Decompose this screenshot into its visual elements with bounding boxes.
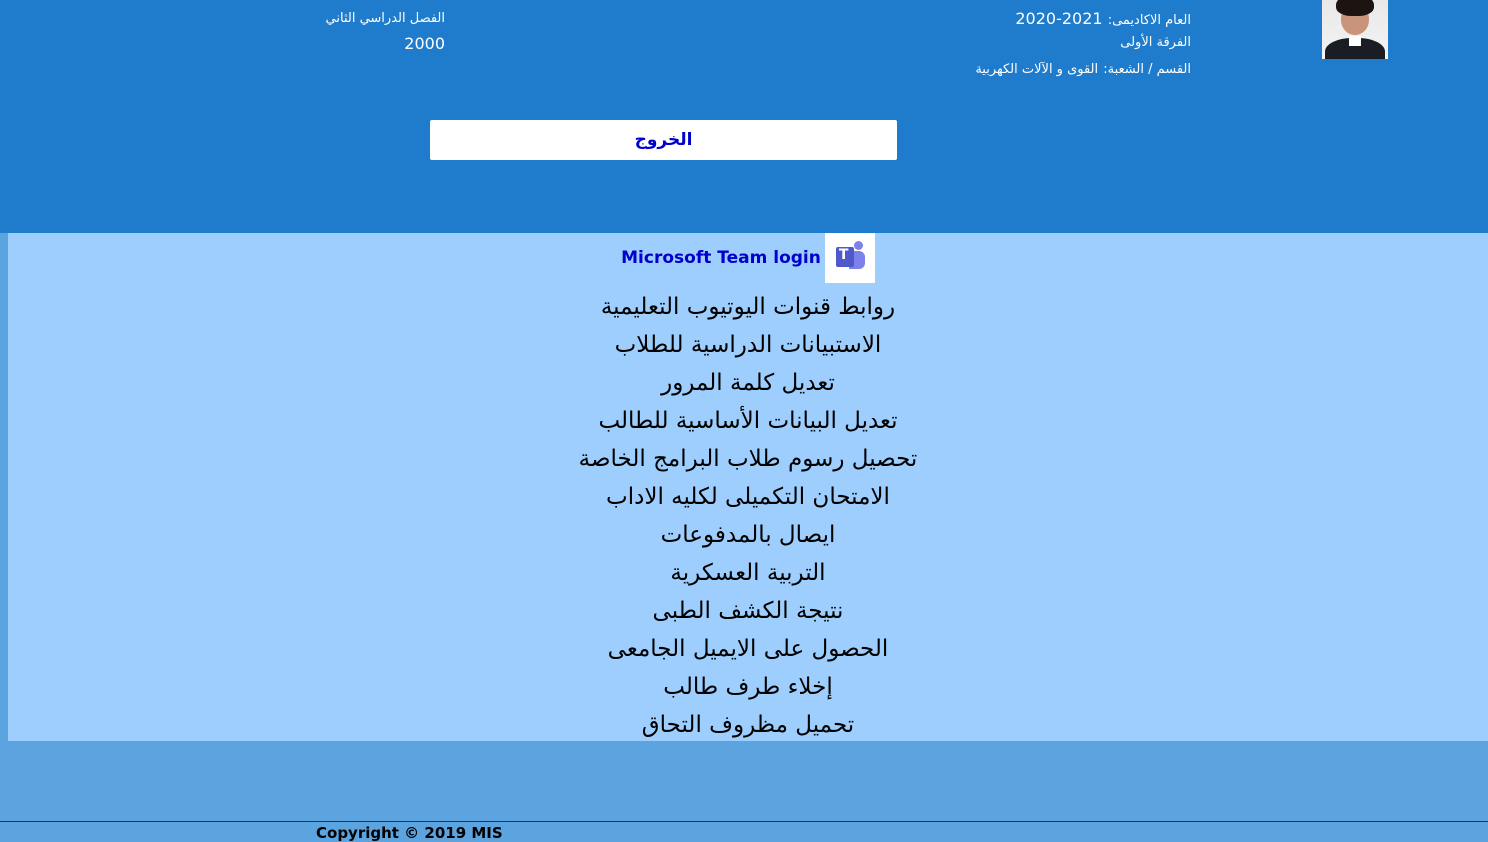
semester: الفصل الدراسي الثاني [325, 11, 445, 26]
logout-button[interactable]: الخروج [430, 120, 897, 160]
academic-year-label: العام الاكاديمى: [1107, 13, 1191, 28]
student-avatar [1322, 0, 1388, 59]
teams-login-link[interactable]: Microsoft Team login [621, 248, 821, 268]
academic-year-row [1015, 9, 1191, 28]
menu-item-private-program-fees[interactable]: تحصيل رسوم طلاب البرامج الخاصة [578, 446, 918, 472]
menu-item-medical-result[interactable]: نتيجة الكشف الطبى [652, 598, 844, 624]
header [0, 0, 1488, 233]
department-value: القوى و الآلات الكهربية [975, 62, 1099, 77]
menu-item-enrollment-envelope[interactable]: تحميل مظروف التحاق [641, 712, 855, 738]
footer-divider [0, 821, 1488, 822]
menu-item-university-email[interactable]: الحصول على الايميل الجامعى [607, 636, 889, 662]
microsoft-teams-icon[interactable]: T [825, 233, 875, 283]
menu-item-payment-receipt[interactable]: ايصال بالمدفوعات [660, 522, 836, 548]
menu-item-edit-student-data[interactable]: تعديل البيانات الأساسية للطالب [598, 408, 898, 434]
menu-item-student-clearance[interactable]: إخلاء طرف طالب [663, 674, 833, 700]
menu-item-change-password[interactable]: تعديل كلمة المرور [661, 370, 835, 396]
menu-item-military-education[interactable]: التربية العسكرية [670, 560, 826, 586]
student-level: الفرقة الأولى [1120, 35, 1191, 50]
menu-item-supplementary-exam[interactable]: الامتحان التكميلى لكليه الاداب [606, 484, 890, 510]
teams-login-row [8, 233, 1488, 283]
services-menu [8, 288, 1488, 744]
student-menu-panel [8, 233, 1488, 741]
department-label: القسم / الشعبة: [1103, 62, 1191, 77]
menu-item-youtube-channels[interactable]: روابط قنوات اليوتيوب التعليمية [600, 294, 896, 320]
department-row [975, 58, 1191, 77]
academic-year-value: 2021-2020 [1015, 9, 1103, 28]
menu-item-surveys[interactable]: الاستبيانات الدراسية للطلاب [614, 332, 882, 358]
footer-copyright: Copyright © 2019 MIS [316, 824, 503, 842]
year-value: 2000 [404, 34, 445, 53]
